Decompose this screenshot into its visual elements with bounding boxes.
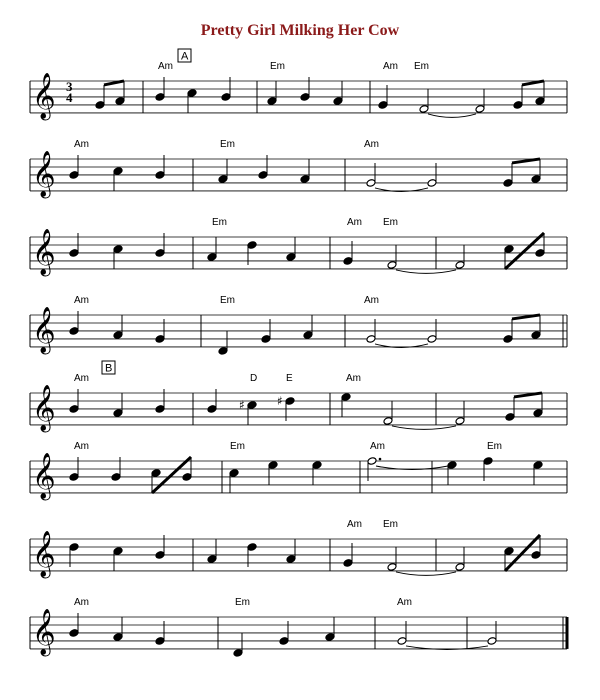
- note-head: [343, 257, 353, 266]
- note-head: [69, 405, 79, 414]
- note-head: [155, 249, 165, 258]
- note-head: [397, 637, 407, 646]
- note-head: [447, 461, 457, 470]
- note-beam: [514, 393, 542, 397]
- note-head: [247, 241, 257, 250]
- note-head: [69, 473, 79, 482]
- note-head: [533, 461, 543, 470]
- note-head: [513, 101, 523, 110]
- note-head: [387, 563, 397, 572]
- note-head: [218, 347, 228, 356]
- note-head: [182, 473, 192, 482]
- note-head: [221, 93, 231, 102]
- part-label: B: [105, 362, 113, 375]
- note-head: [325, 633, 335, 642]
- chord-symbol: Am: [364, 139, 379, 150]
- note-beam: [512, 159, 540, 163]
- sharp-icon: ♯: [239, 397, 245, 412]
- note-head: [300, 93, 310, 102]
- note-head: [285, 397, 295, 406]
- note-head: [455, 417, 465, 426]
- treble-clef-icon: 𝄞: [32, 531, 56, 577]
- note-head: [533, 409, 543, 418]
- note-head: [483, 457, 493, 466]
- note-head: [333, 97, 343, 106]
- note-head: [207, 253, 217, 262]
- note-head: [503, 179, 513, 188]
- note-beam: [512, 315, 540, 319]
- chord-symbol: Am: [158, 61, 173, 72]
- note-head: [155, 171, 165, 180]
- note-head: [207, 555, 217, 564]
- tune-title: Pretty Girl Milking Her Cow: [200, 22, 400, 39]
- note-head: [341, 393, 351, 402]
- chord-symbol: Em: [220, 139, 235, 150]
- note-head: [366, 335, 376, 344]
- note-head: [531, 551, 541, 560]
- chord-symbol: Am: [347, 217, 362, 228]
- note-head: [279, 637, 289, 646]
- chord-symbol: E: [286, 373, 293, 384]
- time-signature-top: 3: [66, 79, 73, 94]
- note-head: [113, 245, 123, 254]
- note-head: [113, 167, 123, 176]
- note-head: [69, 543, 79, 552]
- note-head: [69, 171, 79, 180]
- treble-clef-icon: 𝄞: [32, 151, 56, 197]
- dot: [379, 458, 382, 461]
- chord-symbol: Em: [270, 61, 285, 72]
- note-head: [535, 249, 545, 258]
- chord-symbol: Em: [414, 61, 429, 72]
- chord-symbol: Em: [230, 441, 245, 452]
- note-head: [155, 405, 165, 414]
- note-head: [247, 401, 257, 410]
- note-head: [113, 633, 123, 642]
- note-head: [504, 547, 514, 556]
- chord-symbol: Am: [74, 373, 89, 384]
- chord-symbol: Em: [235, 597, 250, 608]
- note-head: [229, 469, 239, 478]
- note-beam: [522, 81, 544, 85]
- note-head: [300, 175, 310, 184]
- note-head: [69, 629, 79, 638]
- time-signature-bottom: 4: [66, 90, 73, 105]
- note-head: [503, 335, 513, 344]
- note-head: [113, 547, 123, 556]
- tie: [392, 426, 456, 430]
- note-head: [187, 89, 197, 98]
- note-beam: [104, 81, 124, 85]
- tie: [396, 270, 456, 274]
- chord-symbol: Am: [74, 139, 89, 150]
- note-head: [535, 97, 545, 106]
- treble-clef-icon: 𝄞: [32, 609, 56, 655]
- note-head: [378, 101, 388, 110]
- chord-symbol: Am: [74, 295, 89, 306]
- treble-clef-icon: 𝄞: [32, 385, 56, 431]
- note-head: [383, 417, 393, 426]
- note-head: [387, 261, 397, 270]
- note-head: [155, 335, 165, 344]
- chord-symbol: D: [250, 373, 258, 384]
- tie: [396, 572, 456, 576]
- treble-clef-icon: 𝄞: [32, 453, 56, 499]
- note-head: [286, 555, 296, 564]
- note-head: [69, 249, 79, 258]
- chord-symbol: Em: [487, 441, 502, 452]
- part-label: A: [181, 50, 189, 63]
- note-head: [258, 171, 268, 180]
- note-head: [455, 563, 465, 572]
- note-head: [487, 637, 497, 646]
- note-head: [505, 413, 515, 422]
- note-head: [286, 253, 296, 262]
- chord-symbol: Am: [347, 519, 362, 530]
- sharp-icon: ♯: [277, 393, 283, 408]
- note-head: [366, 179, 376, 188]
- treble-clef-icon: 𝄞: [32, 73, 56, 119]
- tie: [428, 114, 476, 118]
- note-head: [312, 461, 322, 470]
- chord-symbol: Am: [74, 441, 89, 452]
- note-head: [113, 409, 123, 418]
- note-head: [95, 101, 105, 110]
- chord-symbol: Em: [383, 217, 398, 228]
- note-head: [267, 97, 277, 106]
- note-head: [69, 327, 79, 336]
- chord-symbol: Am: [370, 441, 385, 452]
- note-head: [113, 331, 123, 340]
- note-head: [504, 245, 514, 254]
- note-head: [151, 469, 161, 478]
- note-head: [475, 105, 485, 114]
- note-head: [427, 335, 437, 344]
- note-head: [218, 175, 228, 184]
- note-head: [111, 473, 121, 482]
- treble-clef-icon: 𝄞: [32, 307, 56, 353]
- note-head: [247, 543, 257, 552]
- chord-symbol: Em: [212, 217, 227, 228]
- note-head: [155, 637, 165, 646]
- note-head: [419, 105, 429, 114]
- note-head: [261, 335, 271, 344]
- note-head: [268, 461, 278, 470]
- note-head: [155, 93, 165, 102]
- chord-symbol: Am: [364, 295, 379, 306]
- note-head: [303, 331, 313, 340]
- note-head: [115, 97, 125, 106]
- note-head: [233, 649, 243, 658]
- note-head: [531, 331, 541, 340]
- chord-symbol: Am: [397, 597, 412, 608]
- chord-symbol: Am: [383, 61, 398, 72]
- note-head: [367, 457, 377, 466]
- note-head: [455, 261, 465, 270]
- note-head: [531, 175, 541, 184]
- note-head: [427, 179, 437, 188]
- note-head: [343, 559, 353, 568]
- chord-symbol: Am: [346, 373, 361, 384]
- chord-symbol: Am: [74, 597, 89, 608]
- treble-clef-icon: 𝄞: [32, 229, 56, 275]
- chord-symbol: Em: [220, 295, 235, 306]
- chord-symbol: Em: [383, 519, 398, 530]
- note-head: [207, 405, 217, 414]
- note-head: [155, 551, 165, 560]
